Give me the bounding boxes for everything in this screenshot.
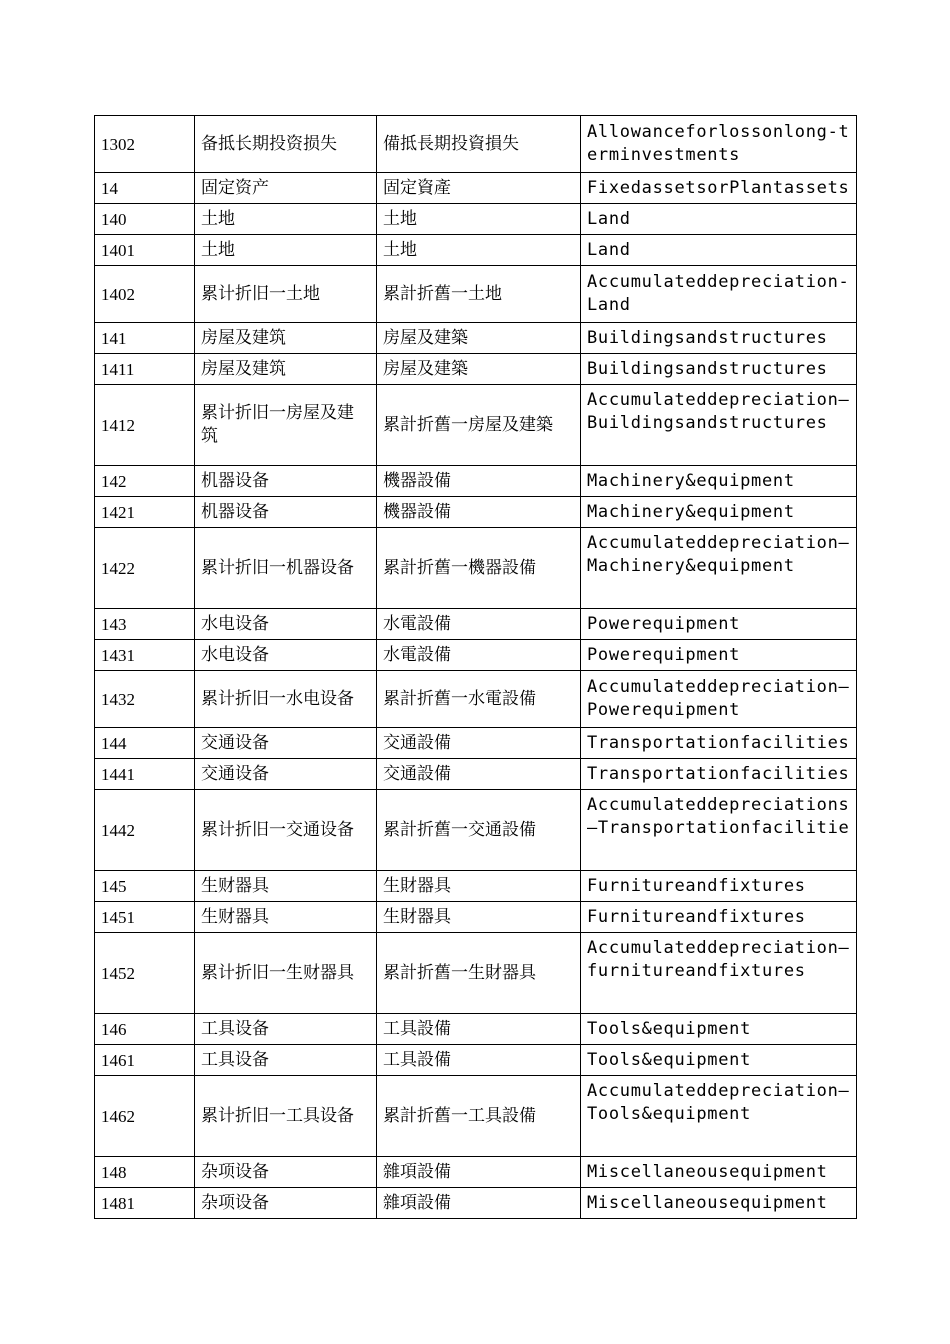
- simplified-name-cell: 累计折旧一工具设备: [195, 1076, 377, 1157]
- table-row: [95, 933, 857, 1014]
- table-row: [95, 1157, 857, 1188]
- traditional-name-cell: 土地: [377, 204, 581, 235]
- accounts-table-body: [95, 116, 857, 1219]
- simplified-name-cell: 工具设备: [195, 1014, 377, 1045]
- english-name-cell: Miscellaneousequipment: [581, 1188, 857, 1219]
- simplified-name-cell: 杂项设备: [195, 1188, 377, 1219]
- table-row: [95, 235, 857, 266]
- simplified-name-cell: 工具设备: [195, 1045, 377, 1076]
- table-row: [95, 1014, 857, 1045]
- traditional-name-cell: 累計折舊一交通設備: [377, 790, 581, 871]
- table-row: [95, 1045, 857, 1076]
- account-code-cell: 140: [95, 204, 195, 235]
- english-name-cell: Tools&equipment: [581, 1014, 857, 1045]
- simplified-name-cell: 交通设备: [195, 759, 377, 790]
- traditional-name-cell: 水電設備: [377, 640, 581, 671]
- table-row: [95, 204, 857, 235]
- table-row: [95, 609, 857, 640]
- english-name-cell: Furnitureandfixtures: [581, 902, 857, 933]
- english-name-cell: Machinery&equipment: [581, 497, 857, 528]
- english-name-cell: Accumulateddepreciation-Land: [581, 266, 857, 323]
- account-code-cell: 1412: [95, 385, 195, 466]
- simplified-name-cell: 生财器具: [195, 902, 377, 933]
- traditional-name-cell: 機器設備: [377, 497, 581, 528]
- account-code-cell: 146: [95, 1014, 195, 1045]
- traditional-name-cell: 雜項設備: [377, 1157, 581, 1188]
- traditional-name-cell: 工具設備: [377, 1014, 581, 1045]
- traditional-name-cell: 機器設備: [377, 466, 581, 497]
- simplified-name-cell: 累计折旧一土地: [195, 266, 377, 323]
- simplified-name-cell: 累计折旧一交通设备: [195, 790, 377, 871]
- table-row: [95, 902, 857, 933]
- simplified-name-cell: 累计折旧一水电设备: [195, 671, 377, 728]
- simplified-name-cell: 机器设备: [195, 497, 377, 528]
- traditional-name-cell: 累計折舊一水電設備: [377, 671, 581, 728]
- table-row: [95, 528, 857, 609]
- english-name-cell: Accumulateddepreciation—Machinery&equipment: [581, 528, 857, 609]
- account-code-cell: 1451: [95, 902, 195, 933]
- traditional-name-cell: 房屋及建築: [377, 354, 581, 385]
- account-code-cell: 1421: [95, 497, 195, 528]
- english-name-cell: Accumulateddepreciations—Transportationfacilitie: [581, 790, 857, 871]
- simplified-name-cell: 生财器具: [195, 871, 377, 902]
- traditional-name-cell: 備抵長期投資損失: [377, 116, 581, 173]
- account-code-cell: 1452: [95, 933, 195, 1014]
- english-name-cell: Miscellaneousequipment: [581, 1157, 857, 1188]
- table-row: [95, 640, 857, 671]
- traditional-name-cell: 交通設備: [377, 759, 581, 790]
- english-name-cell: Transportationfacilities: [581, 759, 857, 790]
- account-code-cell: 141: [95, 323, 195, 354]
- simplified-name-cell: 水电设备: [195, 640, 377, 671]
- account-code-cell: 14: [95, 173, 195, 204]
- simplified-name-cell: 交通设备: [195, 728, 377, 759]
- traditional-name-cell: 累計折舊一土地: [377, 266, 581, 323]
- traditional-name-cell: 雜項設備: [377, 1188, 581, 1219]
- account-code-cell: 1431: [95, 640, 195, 671]
- traditional-name-cell: 累計折舊一房屋及建築: [377, 385, 581, 466]
- english-name-cell: Buildingsandstructures: [581, 354, 857, 385]
- table-row: [95, 466, 857, 497]
- simplified-name-cell: 机器设备: [195, 466, 377, 497]
- simplified-name-cell: 固定资产: [195, 173, 377, 204]
- table-row: [95, 497, 857, 528]
- account-code-cell: 1402: [95, 266, 195, 323]
- account-code-cell: 1462: [95, 1076, 195, 1157]
- traditional-name-cell: 交通設備: [377, 728, 581, 759]
- traditional-name-cell: 房屋及建築: [377, 323, 581, 354]
- english-name-cell: Accumulateddepreciation—Powerequipment: [581, 671, 857, 728]
- table-row: [95, 759, 857, 790]
- account-code-cell: 1481: [95, 1188, 195, 1219]
- english-name-cell: FixedassetsorPlantassets: [581, 173, 857, 204]
- table-row: [95, 266, 857, 323]
- simplified-name-cell: 土地: [195, 204, 377, 235]
- account-code-cell: 1442: [95, 790, 195, 871]
- english-name-cell: Accumulateddepreciation—Tools&equipment: [581, 1076, 857, 1157]
- english-name-cell: Allowanceforlossonlong-terminvestments: [581, 116, 857, 173]
- english-name-cell: Land: [581, 235, 857, 266]
- english-name-cell: Land: [581, 204, 857, 235]
- english-name-cell: Machinery&equipment: [581, 466, 857, 497]
- english-name-cell: Powerequipment: [581, 640, 857, 671]
- account-code-cell: 143: [95, 609, 195, 640]
- simplified-name-cell: 房屋及建筑: [195, 354, 377, 385]
- english-name-cell: Tools&equipment: [581, 1045, 857, 1076]
- simplified-name-cell: 累计折旧一房屋及建筑: [195, 385, 377, 466]
- account-code-cell: 1401: [95, 235, 195, 266]
- account-code-cell: 1432: [95, 671, 195, 728]
- account-code-cell: 1411: [95, 354, 195, 385]
- simplified-name-cell: 备抵长期投资损失: [195, 116, 377, 173]
- english-name-cell: Accumulateddepreciation—Buildingsandstructures: [581, 385, 857, 466]
- table-row: [95, 323, 857, 354]
- account-code-cell: 144: [95, 728, 195, 759]
- traditional-name-cell: 累計折舊一工具設備: [377, 1076, 581, 1157]
- traditional-name-cell: 土地: [377, 235, 581, 266]
- traditional-name-cell: 水電設備: [377, 609, 581, 640]
- table-row: [95, 871, 857, 902]
- table-row: [95, 728, 857, 759]
- english-name-cell: Buildingsandstructures: [581, 323, 857, 354]
- account-code-cell: 142: [95, 466, 195, 497]
- account-code-cell: 145: [95, 871, 195, 902]
- table-row: [95, 790, 857, 871]
- traditional-name-cell: 生財器具: [377, 871, 581, 902]
- table-row: [95, 354, 857, 385]
- english-name-cell: Powerequipment: [581, 609, 857, 640]
- simplified-name-cell: 土地: [195, 235, 377, 266]
- simplified-name-cell: 累计折旧一生财器具: [195, 933, 377, 1014]
- simplified-name-cell: 杂项设备: [195, 1157, 377, 1188]
- table-row: [95, 671, 857, 728]
- simplified-name-cell: 累计折旧一机器设备: [195, 528, 377, 609]
- table-row: [95, 385, 857, 466]
- account-code-cell: 1441: [95, 759, 195, 790]
- english-name-cell: Transportationfacilities: [581, 728, 857, 759]
- accounts-table: [94, 115, 857, 1219]
- traditional-name-cell: 工具設備: [377, 1045, 581, 1076]
- traditional-name-cell: 累計折舊一生財器具: [377, 933, 581, 1014]
- traditional-name-cell: 生財器具: [377, 902, 581, 933]
- english-name-cell: Accumulateddepreciation—furnitureandfixtures: [581, 933, 857, 1014]
- table-row: [95, 1076, 857, 1157]
- english-name-cell: Furnitureandfixtures: [581, 871, 857, 902]
- simplified-name-cell: 水电设备: [195, 609, 377, 640]
- account-code-cell: 1302: [95, 116, 195, 173]
- table-row: [95, 1188, 857, 1219]
- account-code-cell: 1461: [95, 1045, 195, 1076]
- table-row: [95, 173, 857, 204]
- traditional-name-cell: 固定資產: [377, 173, 581, 204]
- simplified-name-cell: 房屋及建筑: [195, 323, 377, 354]
- account-code-cell: 1422: [95, 528, 195, 609]
- table-row: [95, 116, 857, 173]
- traditional-name-cell: 累計折舊一機器設備: [377, 528, 581, 609]
- account-code-cell: 148: [95, 1157, 195, 1188]
